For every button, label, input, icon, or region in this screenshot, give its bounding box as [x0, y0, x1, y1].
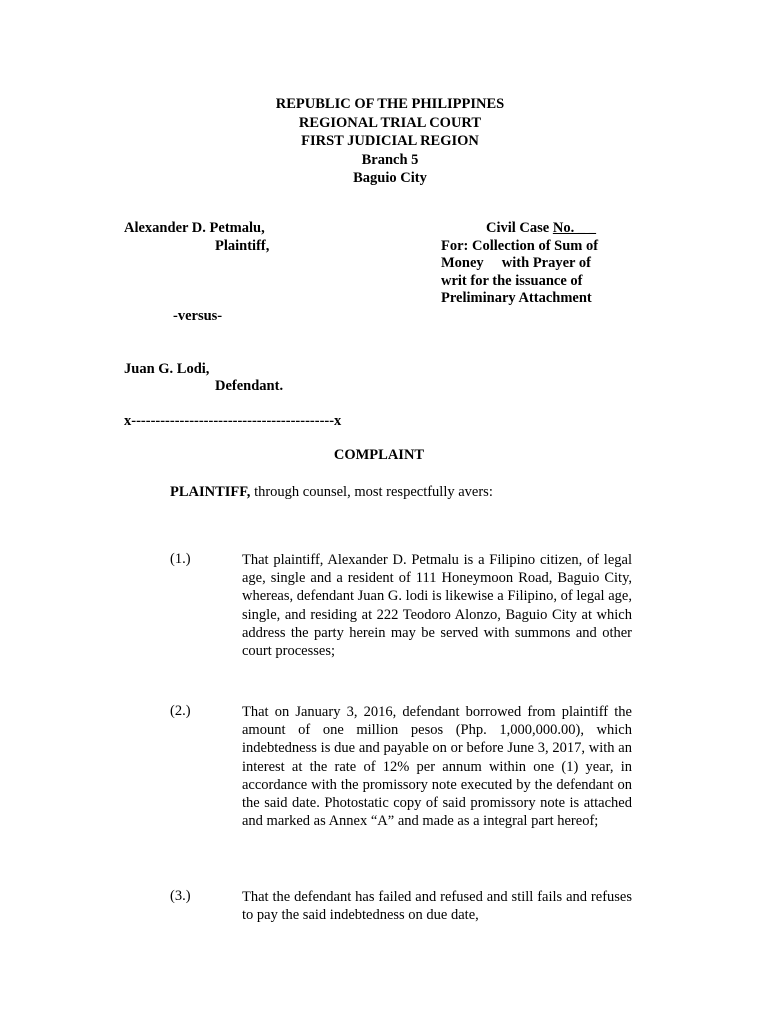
intro-lead: PLAINTIFF, [170, 484, 251, 500]
case-for-line3: writ for the issuance of [441, 272, 583, 289]
intro-rest: through counsel, most respectfully avers: [250, 484, 493, 500]
civil-case-no: No. _ _ [552, 220, 596, 236]
case-for-line2: Money with Prayer of [441, 255, 591, 271]
header-city: Baguio City [353, 170, 427, 186]
civil-case-number [441, 220, 641, 238]
paragraph-number: (1.) [170, 551, 191, 567]
court-header [0, 95, 768, 188]
paragraph-number: (3.) [170, 888, 191, 904]
document-title [0, 447, 768, 464]
paragraph-number: (2.) [170, 703, 191, 719]
plaintiff-role: Plaintiff, [215, 238, 270, 254]
document-title-text: COMPLAINT [333, 447, 425, 463]
header-branch: Branch 5 [361, 151, 419, 168]
paragraph-text: That plaintiff, Alexander D. Petmalu is a Filipino citizen, of legal age, single and a resident of 111 Honeymoon Road, Baguio City, whereas, defendant Juan G. lodi is likewise a Filipino, of legal age, single, and residing at 222 Teodoro Alonzo, Baguio City at which address the party herein may be served with summons and other court processes; [242, 552, 632, 660]
caption-divider: x------------------------------------------x [124, 413, 342, 429]
case-caption-block [441, 220, 641, 308]
case-for-line1: For: Collection of Sum of [441, 237, 599, 254]
header-court: REGIONAL TRIAL COURT [298, 114, 482, 131]
paragraph-text: That on January 3, 2016, defendant borrowed from plaintiff the amount of one million pesos (Php. 1,000,000.00), which indebtedness is due and payable on or before June 3, 2017, with an interest at the rate of 12% per annum within one (1) year, in accordance with the promissory note executed by the defendant on the said date. Photostatic copy of said promissory note is attached and marked as Annex “A” and made as a integral part hereof; [242, 704, 632, 830]
defendant-role: Defendant. [215, 378, 284, 394]
defendant-name: Juan G. Lodi, [124, 361, 210, 377]
civil-case-label: Civil Case [486, 220, 553, 236]
case-for-line4: Preliminary Attachment [441, 290, 592, 306]
intro-paragraph [170, 484, 493, 501]
versus-label: -versus- [173, 308, 223, 324]
paragraph-text: That the defendant has failed and refused and still fails and refuses to pay the said indebtedness on due date, [242, 889, 632, 924]
header-region: FIRST JUDICIAL REGION [301, 133, 479, 149]
plaintiff-name: Alexander D. Petmalu, [124, 220, 265, 236]
header-republic: REPUBLIC OF THE PHILIPPINES [275, 96, 505, 112]
